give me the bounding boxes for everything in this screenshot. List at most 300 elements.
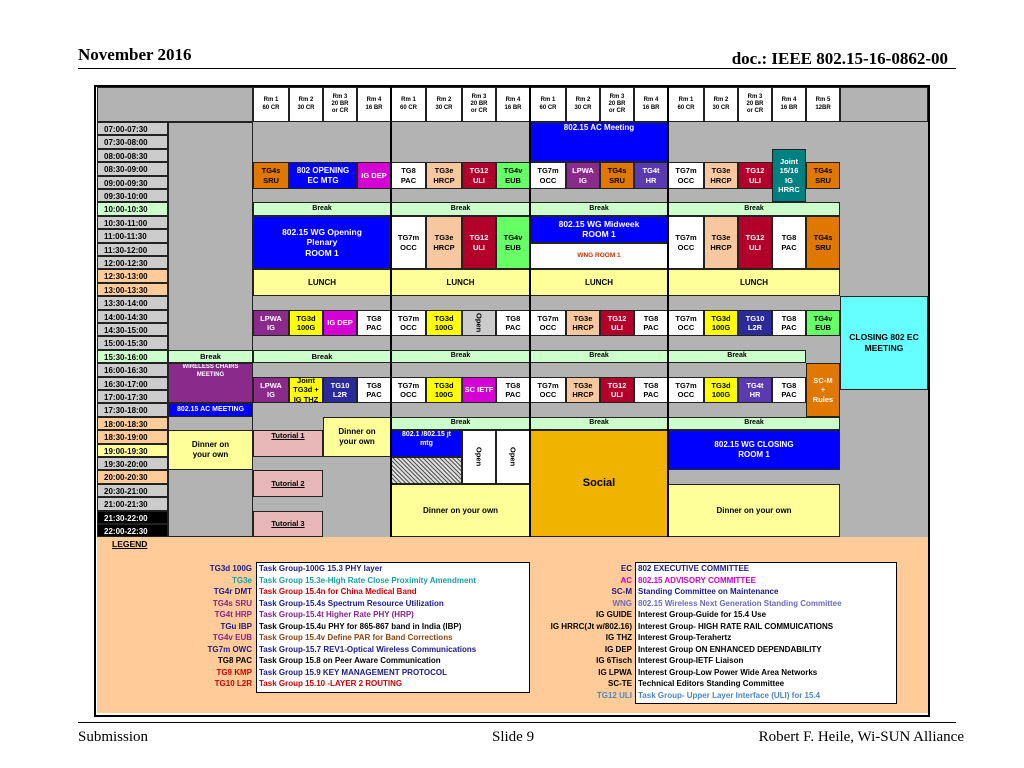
room-header-label: Rm 3 20 BR or CR	[608, 93, 626, 115]
time-slot: 10:30-11:00	[97, 216, 168, 229]
tuesday-break-label: Break	[200, 351, 221, 361]
tw-break-eve-label: Break	[450, 419, 471, 427]
fr-tg3d-2-label: TG3d 100G	[711, 380, 731, 399]
fr-tg8	[772, 216, 806, 270]
tw-sc-ietf-label: SC IETF	[464, 385, 494, 395]
fr-tg8-2-label: TG8 PAC	[781, 313, 797, 332]
room-header-label: Rm 2 30 CR	[712, 97, 730, 111]
midweek-plenary	[530, 216, 668, 243]
tutorial-1-label: Tutorial 1	[271, 431, 305, 441]
fr-tg3e-2-label: TG3e HRCP	[710, 233, 732, 252]
monday-igdep-label: IG DEP	[361, 170, 387, 180]
legend-code: IG LPWA	[598, 667, 632, 677]
room-header	[772, 87, 806, 122]
tw-tg12-label: TG12 ULI	[469, 166, 489, 185]
legend-description: Interest Group- HIGH RATE RAIL COMMUICATIONS	[638, 621, 834, 631]
tuesday-column-bg	[168, 122, 253, 537]
tw-tg8-3-label: TG8 PAC	[505, 380, 521, 399]
fr-tg4s-label: TG4s SRU	[813, 166, 833, 185]
social-event	[530, 430, 668, 537]
wireless-chairs-label: WIRELESS CHAIRS MEETING	[182, 364, 239, 378]
room-header	[668, 87, 704, 122]
time-slot: 13:00-13:30	[97, 283, 168, 296]
monday-lunch-label: LUNCH	[308, 277, 336, 287]
time-slot: 14:00-14:30	[97, 310, 168, 323]
legend-title: LEGEND	[112, 539, 148, 550]
fr-tg8-label: TG8 PAC	[781, 233, 797, 252]
time-slot: 13:30-14:00	[97, 296, 168, 309]
th-break-eve-label: Break	[589, 419, 609, 427]
tw-tg3e-2	[426, 216, 462, 270]
fr-tg4s-2-label: TG4s SRU	[813, 233, 833, 252]
monday-joint-thz-label: Joint TG3d + IG THZ	[293, 376, 319, 404]
th-tg3e-label: TG3e HRCP	[572, 313, 594, 332]
tw-tg8-2	[496, 310, 530, 337]
legend-description: Task Group-100G 15.3 PHY layer	[259, 564, 383, 573]
legend-code: AC	[620, 575, 632, 585]
monday-joint-thz	[289, 377, 323, 404]
time-slot: 22:00-22:30	[97, 524, 168, 537]
time-slot: 20:30-21:00	[97, 484, 168, 497]
th-break-am	[530, 202, 668, 215]
legend-code: TG7m OWC	[207, 644, 252, 654]
fr-tg3e-label: TG3e HRCP	[710, 166, 732, 185]
room-header	[566, 87, 600, 122]
room-header-label: Rm 4 16 BR	[365, 97, 383, 111]
room-header-label: Rm 1 60 CR	[262, 97, 280, 111]
th-tg8	[634, 310, 668, 337]
th-tg12	[600, 310, 634, 337]
time-slot: 16:30-17:00	[97, 377, 168, 390]
monday-break-pm-label: Break	[311, 351, 333, 361]
th-tg12-2-label: TG12 ULI	[607, 380, 627, 399]
th-tg7m-2-label: TG7m OCC	[537, 313, 559, 332]
fr-tg12	[738, 162, 772, 189]
th-tg8-2	[634, 377, 668, 404]
tw-open-2	[462, 430, 496, 484]
tw-joint-mtg-label: 802.1 /802.15 jt mtg	[401, 431, 452, 447]
tw-lunch-label: LUNCH	[446, 277, 475, 287]
monday-lpwa-label: LPWA IG	[260, 313, 282, 332]
tw-tg8-3	[496, 377, 530, 404]
corner-gray	[97, 87, 253, 122]
th-break-pm	[530, 350, 668, 363]
legend-code: IG 6Tisch	[596, 656, 632, 665]
legend-description: 802.15 ADVISORY COMMITTEE	[638, 575, 756, 585]
tutorial-3	[253, 511, 323, 538]
legend-code: IG HRRC(Jt w/802.16)	[550, 621, 632, 631]
day-divider	[529, 87, 531, 537]
monday-dinner-label: Dinner on your own	[338, 426, 376, 446]
th-break-pm-label: Break	[589, 352, 609, 360]
monday-opening-label: 802 OPENING EC MTG	[296, 165, 350, 185]
legend-description: Task Group 15.3e-High Rate Close Proximity Amendment	[259, 575, 476, 585]
time-slot: 19:30-20:00	[97, 457, 168, 470]
fr-joint-hrrc	[772, 149, 806, 203]
room-header	[530, 87, 566, 122]
fr-tg4v-label: TG4v EUB	[813, 313, 833, 332]
time-slot: 15:30-16:00	[97, 350, 168, 363]
header-date: November 2016	[78, 45, 192, 64]
footer-slide-number: Slide 9	[492, 729, 535, 745]
monday-tg8	[357, 310, 391, 337]
time-slot: 09:30-10:00	[97, 189, 168, 202]
tw-open-2-label: Open	[474, 447, 484, 467]
header-rule	[78, 68, 956, 69]
th-tg7m-3	[530, 377, 566, 404]
th-break-am-label: Break	[589, 204, 609, 212]
fr-tg7m-3	[668, 310, 704, 337]
time-slot: 11:30-12:00	[97, 243, 168, 256]
time-slot: 17:30-18:00	[97, 403, 168, 416]
fr-break-eve	[668, 417, 840, 430]
tw-tg4v	[496, 162, 530, 189]
fr-break-pm-label: Break	[727, 352, 747, 360]
tw-sc-ietf	[462, 377, 496, 404]
legend-description: Task Group 15.4n for China Medical Band	[259, 587, 417, 596]
monday-igdep-pm	[323, 310, 357, 337]
monday-lpwa-2	[253, 377, 289, 404]
tw-lunch	[391, 269, 530, 296]
room-header	[391, 87, 426, 122]
room-header-label: Rm 1 60 CR	[677, 97, 695, 111]
legend-code: TG10 L2R	[214, 679, 252, 688]
tw-tg7m-4	[391, 377, 426, 404]
tw-tg7m-4-label: TG7m OCC	[397, 380, 420, 399]
time-slot: 12:30-13:00	[97, 269, 168, 282]
room-header	[704, 87, 738, 122]
monday-tg8-2	[357, 377, 391, 404]
fr-tg12-2	[738, 216, 772, 270]
legend-code: TG9 KMP	[216, 667, 252, 677]
legend-code: TG8 PAC	[217, 656, 252, 665]
room-header-label: Rm 2 30 CR	[435, 97, 453, 111]
wg-closing	[668, 430, 840, 470]
room-header-label: Rm 3 20 BR or CR	[470, 93, 488, 115]
room-header	[496, 87, 530, 122]
monday-dinner	[323, 417, 391, 457]
ac-meeting	[530, 122, 668, 162]
fr-tg3d-label: TG3d 100G	[711, 313, 731, 332]
fr-dinner-label: Dinner on your own	[716, 505, 792, 515]
monday-opening	[289, 162, 357, 189]
th-tg8-2-label: TG8 PAC	[643, 380, 659, 399]
th-tg12-2	[600, 377, 634, 404]
th-tg3e	[566, 310, 600, 337]
fr-tg4t	[738, 377, 772, 404]
wng-room-label: WNG ROOM 1	[577, 251, 621, 259]
fr-tg7m-4-label: TG7m OCC	[675, 380, 697, 399]
tw-tg3e-label: TG3e HRCP	[433, 166, 455, 185]
schedule-board	[94, 85, 930, 717]
time-slot: 20:00-20:30	[97, 470, 168, 483]
tw-open-3-label: Open	[508, 447, 518, 467]
footer-rule	[78, 722, 956, 723]
room-header	[462, 87, 496, 122]
legend-description: Task Group 15.8 on Peer Aware Communication	[259, 656, 441, 665]
fr-break-eve-label: Break	[744, 419, 764, 427]
monday-tg10-label: TG10 L2R	[330, 380, 350, 399]
fr-tg4t-label: TG4t HR	[746, 380, 764, 399]
room-header	[738, 87, 772, 122]
legend-code: TG4s SRU	[212, 598, 252, 608]
fr-scm-label: SC-M + Rules	[812, 375, 834, 404]
tw-tg3e	[426, 162, 462, 189]
monday-igdep-pm-label: IG DEP	[327, 318, 353, 328]
legend-description: Technical Editors Standing Committee	[638, 679, 785, 688]
th-tg3e-2-label: TG3e HRCP	[572, 380, 594, 399]
legend-code: IG DEP	[604, 644, 632, 654]
time-slot: 08:30-09:00	[97, 162, 168, 175]
legend-description: Interest Group-IETF Liaison	[638, 656, 744, 665]
fr-lunch-label: LUNCH	[740, 277, 768, 287]
legend-description: Task Group-15.4u PHY for 865-867 band in India (IBP)	[259, 621, 462, 631]
th-tg4s	[600, 162, 634, 189]
footer-submission: Submission	[78, 729, 149, 745]
fr-break-am-label: Break	[744, 204, 764, 212]
th-tg7m-2	[530, 310, 566, 337]
tutorial-1	[253, 430, 323, 457]
fr-tg4v	[806, 310, 840, 337]
fr-tg8-3	[772, 377, 806, 404]
th-tg12-label: TG12 ULI	[607, 313, 627, 332]
legend-description: 802.15 Wireless Next Generation Standing Committee	[638, 598, 842, 608]
room-header	[426, 87, 462, 122]
legend-code: IG GUIDE	[595, 610, 632, 619]
th-lpwa	[566, 162, 600, 189]
ac-meeting-evening-label: 802.15 AC MEETING	[176, 405, 245, 413]
th-tg8-label: TG8 PAC	[643, 313, 659, 332]
fr-lunch	[668, 269, 840, 296]
tw-tg12-2-label: TG12 ULI	[469, 233, 489, 252]
legend-code: TG4t HRP	[214, 610, 252, 619]
time-slot: 21:30-22:00	[97, 511, 168, 524]
fr-tg7m-2-label: TG7m OCC	[675, 233, 697, 252]
tw-tg12	[462, 162, 496, 189]
fr-tg10	[738, 310, 772, 337]
time-slot: 17:00-17:30	[97, 390, 168, 403]
tutorial-2	[253, 470, 323, 497]
room-header-label: Rm 4 16 BR	[504, 97, 522, 111]
fr-tg12-label: TG12 ULI	[745, 166, 765, 185]
social-event-label: Social	[582, 476, 616, 489]
tw-dinner-label: Dinner on your own	[422, 505, 499, 515]
tw-break-am	[391, 202, 530, 215]
legend-code: IG THZ	[605, 633, 632, 642]
tw-tg3d-2-label: TG3d 100G	[434, 380, 454, 399]
tw-tg8-label: TG8 PAC	[400, 166, 417, 185]
tw-joint-mtg	[391, 430, 462, 457]
fr-tg3e	[704, 162, 738, 189]
fr-dinner	[668, 484, 840, 538]
header-doc-id: doc.: IEEE 802.15-16-0862-00	[731, 49, 948, 68]
monday-tg4s	[253, 162, 289, 189]
legend-code: TG3e	[231, 575, 252, 585]
ac-meeting-evening	[168, 403, 253, 416]
room-header	[289, 87, 323, 122]
monday-lunch	[253, 269, 391, 296]
fr-tg8-2	[772, 310, 806, 337]
legend-code: TG3d 100G	[209, 564, 252, 573]
footer-author: Robert F. Heile, Wi-SUN Alliance	[758, 729, 964, 745]
tw-tg7m-3-label: TG7m OCC	[397, 313, 420, 332]
legend-description: Task Group-15.4s Spectrum Resource Utilization	[259, 598, 444, 608]
tw-tg7m-label: TG7m OCC	[397, 233, 420, 252]
fr-tg4s	[806, 162, 840, 189]
room-header-label: Rm 4 16 BR	[780, 97, 798, 111]
th-break-eve	[530, 417, 668, 430]
tw-tg3d-2	[426, 377, 462, 404]
monday-lpwa-2-label: LPWA IG	[260, 380, 282, 399]
legend-description: Standing Committee on Maintenance	[638, 587, 779, 596]
tuesday-dinner	[168, 430, 253, 470]
fr-tg3d-2	[704, 377, 738, 404]
room-header-label: Rm 1 60 CR	[399, 97, 417, 111]
wg-closing-label: 802.15 WG CLOSING ROOM 1	[714, 440, 794, 460]
legend-description: Task Group 15.10 -LAYER 2 ROUTING	[259, 679, 403, 688]
th-lunch-label: LUNCH	[585, 277, 613, 287]
tutorial-3-label: Tutorial 3	[271, 519, 305, 529]
legend-description: Task Group-15.7 REV1-Optical Wireless Communications	[259, 644, 477, 654]
monday-lpwa	[253, 310, 289, 337]
fr-break-pm	[668, 350, 806, 363]
closing-ec	[840, 296, 928, 390]
closing-ec-label: CLOSING 802 EC MEETING	[849, 332, 919, 354]
th-tg7m	[530, 162, 566, 189]
fr-scm	[806, 363, 840, 417]
time-slot: 11:00-11:30	[97, 229, 168, 242]
room-header-label: Rm 5 12BR	[815, 97, 831, 111]
time-slot: 16:00-16:30	[97, 363, 168, 376]
legend-description: Interest Group-Guide for 15.4 Use	[638, 610, 767, 619]
legend-description: Interest Group-Terahertz	[638, 633, 732, 642]
time-slot: 07:30-08:00	[97, 135, 168, 148]
tw-dinner	[391, 484, 530, 538]
fr-tg4s-2	[806, 216, 840, 270]
tw-tg3e-2-label: TG3e HRCP	[433, 233, 455, 252]
legend-description: Task Group-15.4t Higher Rate PHY (HRP)	[259, 610, 414, 619]
time-slot: 21:00-21:30	[97, 497, 168, 510]
tw-tg3d	[426, 310, 462, 337]
room-header-label: Rm 3 20 BR or CR	[331, 93, 349, 115]
monday-break-am	[253, 202, 391, 215]
legend-code: TGu IBP	[220, 621, 252, 631]
tuesday-dinner-label: Dinner on your own	[191, 440, 230, 460]
legend-code: EC	[620, 564, 632, 573]
tw-hatched	[391, 457, 462, 484]
time-slot: 09:00-09:30	[97, 176, 168, 189]
fr-tg7m-2	[668, 216, 704, 270]
room-header	[323, 87, 357, 122]
legend-code: SC-M	[611, 587, 632, 596]
tw-tg7m	[391, 216, 426, 270]
closing-header	[840, 87, 928, 122]
time-slot: 08:00-08:30	[97, 149, 168, 162]
tw-tg8-2-label: TG8 PAC	[505, 313, 521, 332]
tw-tg3d-label: TG3d 100G	[434, 313, 454, 332]
tutorial-2-label: Tutorial 2	[271, 479, 305, 489]
fr-tg7m-3-label: TG7m OCC	[675, 313, 697, 332]
th-tg3e-2	[566, 377, 600, 404]
fr-tg7m-label: TG7m OCC	[675, 166, 697, 185]
tw-open-label: Open	[474, 313, 484, 333]
midweek-plenary-label: 802.15 WG Midweek ROOM 1	[558, 218, 640, 240]
tw-break-pm-label: Break	[450, 352, 471, 360]
tw-break-pm	[391, 350, 530, 363]
wng-room	[530, 243, 668, 270]
th-tg7m-label: TG7m OCC	[537, 166, 559, 185]
tw-break-eve	[391, 417, 530, 430]
time-slot: 18:30-19:00	[97, 430, 168, 443]
time-slot: 10:00-10:30	[97, 202, 168, 215]
fr-break-am	[668, 202, 840, 215]
wireless-chairs	[168, 363, 253, 403]
room-header	[806, 87, 840, 122]
fr-tg3e-2	[704, 216, 738, 270]
monday-wg-opening-label: 802.15 WG Opening Plenary ROOM 1	[282, 226, 362, 258]
room-header-label: Rm 2 30 CR	[574, 97, 592, 111]
th-tg4t-label: TG4t HR	[642, 166, 660, 185]
time-slot: 19:00-19:30	[97, 444, 168, 457]
day-divider	[667, 87, 669, 537]
room-header	[600, 87, 634, 122]
tw-tg4v-2-label: TG4v EUB	[503, 233, 523, 252]
fr-tg10-label: TG10 L2R	[745, 313, 765, 332]
room-header	[357, 87, 391, 122]
monday-igdep	[357, 162, 391, 189]
tw-tg7m-3	[391, 310, 426, 337]
room-header	[253, 87, 289, 122]
legend-description: Task Group- Upper Layer Interface (ULI) for 15.4	[638, 690, 821, 700]
fr-joint-hrrc-label: Joint 15/16 IG HRRC	[778, 156, 800, 194]
room-header	[634, 87, 668, 122]
tw-open	[462, 310, 496, 337]
tw-break-am-label: Break	[450, 204, 471, 212]
tw-tg4v-2	[496, 216, 530, 270]
legend-code: TG4v EUB	[212, 633, 252, 642]
time-slot: 14:30-15:00	[97, 323, 168, 336]
legend-description: Interest Group-Low Power Wide Area Networks	[638, 667, 818, 677]
fr-tg3d	[704, 310, 738, 337]
legend-description: Task Group 15.4v Define PAR for Band Corrections	[259, 633, 453, 642]
legend-code: TG12 ULI	[596, 690, 632, 700]
legend-description: Interest Group ON ENHANCED DEPENDABILITY	[638, 644, 822, 654]
room-header-label: Rm 2 30 CR	[297, 97, 315, 111]
tw-open-3	[496, 430, 530, 484]
monday-break-pm	[253, 350, 391, 363]
legend-description: Task Group 15.9 KEY MANAGEMENT PROTOCOL	[259, 667, 448, 677]
fr-tg8-3-label: TG8 PAC	[781, 380, 797, 399]
tw-tg8	[391, 162, 426, 189]
tw-tg12-2	[462, 216, 496, 270]
monday-tg8-label: TG8 PAC	[366, 313, 382, 332]
room-header-label: Rm 4 16 BR	[642, 97, 660, 111]
day-divider	[390, 87, 392, 537]
tuesday-break	[168, 350, 253, 363]
monday-tg4s-label: TG4s SRU	[261, 166, 281, 185]
legend-code: SC-TE	[608, 679, 632, 688]
monday-tg3d	[289, 310, 323, 337]
monday-wg-opening	[253, 216, 391, 270]
th-lpwa-label: LPWA IG	[572, 166, 594, 185]
th-tg4s-label: TG4s SRU	[607, 166, 627, 185]
tw-tg4v-label: TG4v EUB	[503, 166, 523, 185]
fr-tg7m-4	[668, 377, 704, 404]
room-header-label: Rm 3 20 BR or CR	[746, 93, 764, 115]
time-slot: 12:00-12:30	[97, 256, 168, 269]
fr-tg7m	[668, 162, 704, 189]
legend-code: TG4r DMT	[213, 587, 252, 596]
